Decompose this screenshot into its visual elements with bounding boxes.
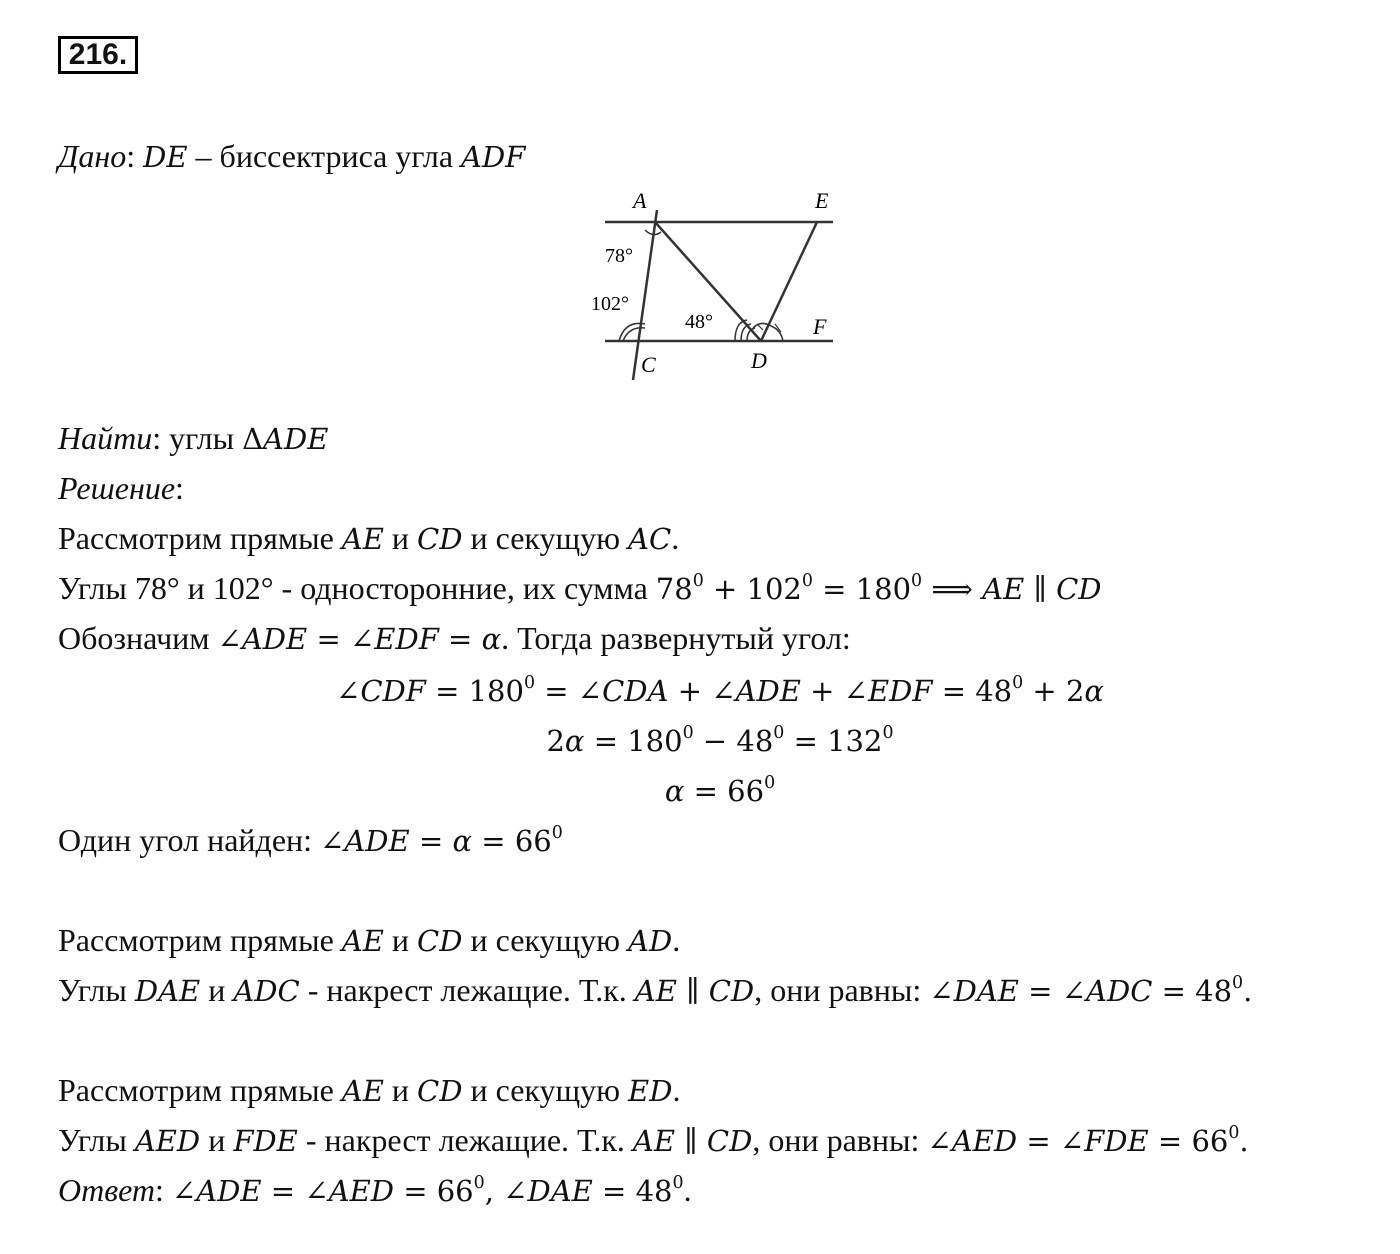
solution-label-line: Решение:	[58, 470, 184, 506]
solution-line-3: Обозначим ∠ADE = ∠EDF = α. Тогда развернутый угол:	[58, 620, 851, 656]
label-102: 102°	[591, 293, 629, 315]
label-f: F	[813, 314, 827, 339]
label-d: D	[751, 348, 767, 373]
solution-line-found: Один угол найден: ∠ADE = $\alpha = 66^0$	[58, 822, 563, 858]
arc-edf	[771, 326, 783, 341]
segment-de	[761, 222, 817, 341]
equation-1: ∠CDF = $180^0$ = ∠CDA + ∠ADE + ∠EDF = $48^0 + 2\alpha$	[336, 672, 1104, 708]
solution-line-ed: Рассмотрим прямые AE и CD и секущую ED.	[58, 1072, 681, 1108]
equation-3: $\alpha = 66^0$	[664, 772, 776, 808]
label-a: A	[633, 188, 647, 213]
answer-label: Ответ	[58, 1172, 155, 1208]
solution-line-ad: Рассмотрим прямые AE и CD и секущую AD.	[58, 922, 681, 958]
given-label: Дано	[58, 138, 127, 174]
solution-line-aed: Углы AED и FDE - накрест лежащие. Т.к. AE ∥ CD, они равны: ∠AED = ∠FDE = $66^0$.	[58, 1122, 1249, 1158]
given-line: Дано: DE – биссектриса угла ADF	[58, 138, 526, 174]
answer-line: Ответ: ∠ADE = ∠AED = $66^0$, ∠DAE = $48^0$.	[58, 1172, 692, 1208]
find-label: Найти	[58, 420, 153, 456]
label-48: 48°	[685, 311, 713, 333]
problem-number: 216.	[58, 36, 138, 74]
solution-line-1: Рассмотрим прямые AE и CD и секущую AC.	[58, 520, 680, 556]
solution-line-2: Углы 78° и 102° - односторонние, их сумма $78^0 + 102^0 = 180^0$ ⟹ AE ∥ CD	[58, 570, 1102, 606]
label-e: E	[815, 188, 829, 213]
equation-2: $2\alpha = 180^0 - 48^0 = 132^0$	[546, 722, 894, 758]
label-78: 78°	[605, 245, 633, 267]
find-line: Найти: углы ΔADE	[58, 420, 329, 456]
solution-label: Решение	[58, 470, 176, 506]
solution-line-dae: Углы DAE и ADC - накрест лежащие. Т.к. AE ∥ CD, они равны: ∠DAE = ∠ADC = $48^0$.	[58, 972, 1253, 1008]
label-c: C	[641, 352, 656, 377]
geometry-figure	[575, 180, 875, 400]
